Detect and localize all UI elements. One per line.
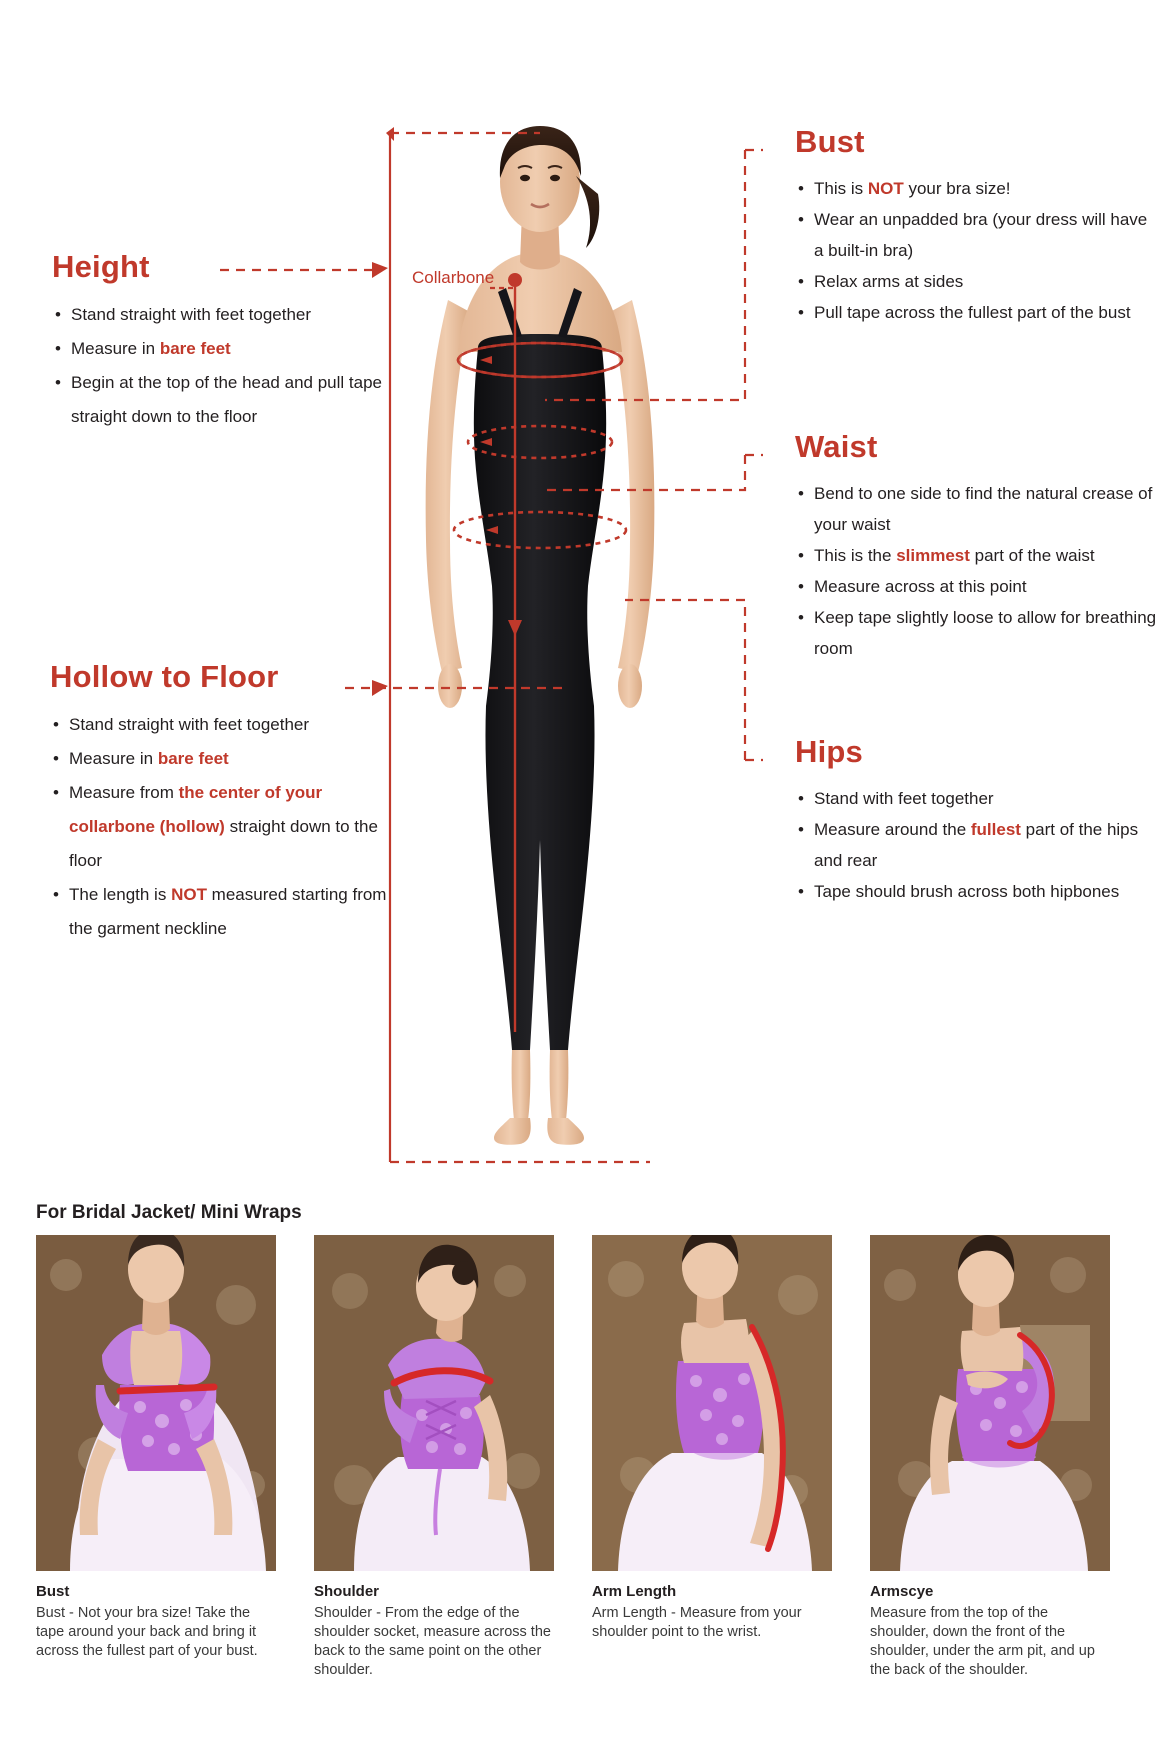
bullet-item <box>795 571 1160 602</box>
bullet-text: This is the <box>814 546 897 566</box>
bullet-item <box>795 478 1160 540</box>
section-hips-bullets <box>795 783 1145 907</box>
section-waist-title: Waist <box>795 429 878 464</box>
highlighted-text: bare feet <box>157 749 229 769</box>
card-shoulder <box>314 1235 554 1680</box>
bullet-item <box>795 783 1145 814</box>
section-waist-bullets <box>795 478 1160 664</box>
section-hollow-to-floor <box>50 660 410 946</box>
bullet-text: Keep tape slightly loose to allow for breathing room <box>814 608 1157 659</box>
card-bust-heading: Bust <box>36 1583 70 1600</box>
bullet-text: straight down to the floor <box>69 817 378 871</box>
bullet-text: Measure across at this point <box>814 577 1027 597</box>
highlighted-text: slimmest <box>896 546 970 566</box>
section-hips <box>795 735 1145 907</box>
bullet-text: Bend to one side to find the natural crease of your waist <box>814 484 1153 535</box>
card-armscye-text: Measure from the top of the shoulder, down the front of the shoulder, under the arm pit, and up the back of the shoulder. <box>870 1605 1095 1678</box>
section-hips-title: Hips <box>795 734 863 769</box>
card-arm-length-photo <box>592 1235 832 1571</box>
card-armscye <box>870 1235 1110 1680</box>
bullet-item <box>50 878 410 946</box>
bullet-text: Wear an unpadded bra (your dress will have a built-in bra) <box>814 210 1148 261</box>
highlighted-text: NOT <box>867 179 904 199</box>
bullet-item <box>795 602 1160 664</box>
section-bust-title: Bust <box>795 124 865 159</box>
card-arm-length-text: Arm Length - Measure from your shoulder point to the wrist. <box>592 1605 802 1640</box>
bullet-text: Measure from <box>69 783 179 803</box>
bullet-text: Relax arms at sides <box>814 272 964 292</box>
bullet-text: Begin at the top of the head and pull tape straight down to the floor <box>71 373 382 427</box>
card-arm-length-heading: Arm Length <box>592 1583 677 1600</box>
bullet-text: Stand straight with feet together <box>71 305 312 325</box>
bullet-text: Measure in <box>69 749 158 769</box>
card-shoulder-heading: Shoulder <box>314 1583 380 1600</box>
card-armscye-heading: Armscye <box>870 1583 934 1600</box>
bullet-item <box>50 708 410 742</box>
bullet-item <box>52 332 382 366</box>
bridal-jacket-section <box>0 1185 1168 1752</box>
bullet-text: Measure around the <box>814 820 971 840</box>
highlighted-text: the center of your collarbone (hollow) <box>69 783 323 837</box>
bridal-jacket-cards <box>36 1235 1132 1680</box>
bullet-item <box>795 297 1155 328</box>
section-bust <box>795 125 1155 328</box>
section-bust-bullets <box>795 173 1155 328</box>
highlighted-text: NOT <box>171 885 207 905</box>
bullet-item <box>795 173 1155 204</box>
bullet-text: Stand with feet together <box>814 789 994 809</box>
bullet-text: Pull tape across the fullest part of the bust <box>814 303 1131 323</box>
bullet-text: measured starting from the garment neckline <box>69 885 387 939</box>
bullet-item <box>795 814 1145 876</box>
bullet-text: Stand straight with feet together <box>69 715 310 735</box>
bullet-item <box>795 540 1160 571</box>
card-shoulder-text: Shoulder - From the edge of the shoulder socket, measure across the back to the same point on the other shoulder. <box>314 1605 551 1678</box>
bullet-text: part of the hips and rear <box>814 820 1139 871</box>
section-hollow-bullets <box>50 708 410 946</box>
section-height-title: Height <box>52 249 150 284</box>
bullet-text: Tape should brush across both hipbones <box>814 882 1120 902</box>
card-bust-text: Bust - Not your bra size! Take the tape around your back and bring it across the fullest part of your bust. <box>36 1605 258 1659</box>
bridal-jacket-title: For Bridal Jacket/ Mini Wraps <box>36 1202 302 1223</box>
bullet-text: Measure in <box>71 339 160 359</box>
bullet-text: The length is <box>69 885 172 905</box>
card-arm-length <box>592 1235 832 1680</box>
bullet-item <box>52 298 382 332</box>
bullet-text: This is <box>814 179 868 199</box>
section-height <box>52 250 382 434</box>
bullet-item <box>795 204 1155 266</box>
card-armscye-photo <box>870 1235 1110 1571</box>
bullet-text: part of the waist <box>969 546 1095 566</box>
card-bust <box>36 1235 276 1680</box>
bullet-item <box>50 742 410 776</box>
collarbone-label: Collarbone <box>412 268 495 287</box>
section-waist <box>795 430 1160 664</box>
bullet-item <box>795 266 1155 297</box>
bullet-item <box>52 366 382 434</box>
bullet-item <box>50 776 410 878</box>
section-hollow-title: Hollow to Floor <box>50 659 279 694</box>
card-shoulder-photo <box>314 1235 554 1571</box>
highlighted-text: fullest <box>970 820 1021 840</box>
highlighted-text: bare feet <box>159 339 231 359</box>
bullet-text: your bra size! <box>903 179 1011 199</box>
bullet-item <box>795 876 1145 907</box>
card-bust-photo <box>36 1235 276 1571</box>
section-height-bullets <box>52 298 382 434</box>
